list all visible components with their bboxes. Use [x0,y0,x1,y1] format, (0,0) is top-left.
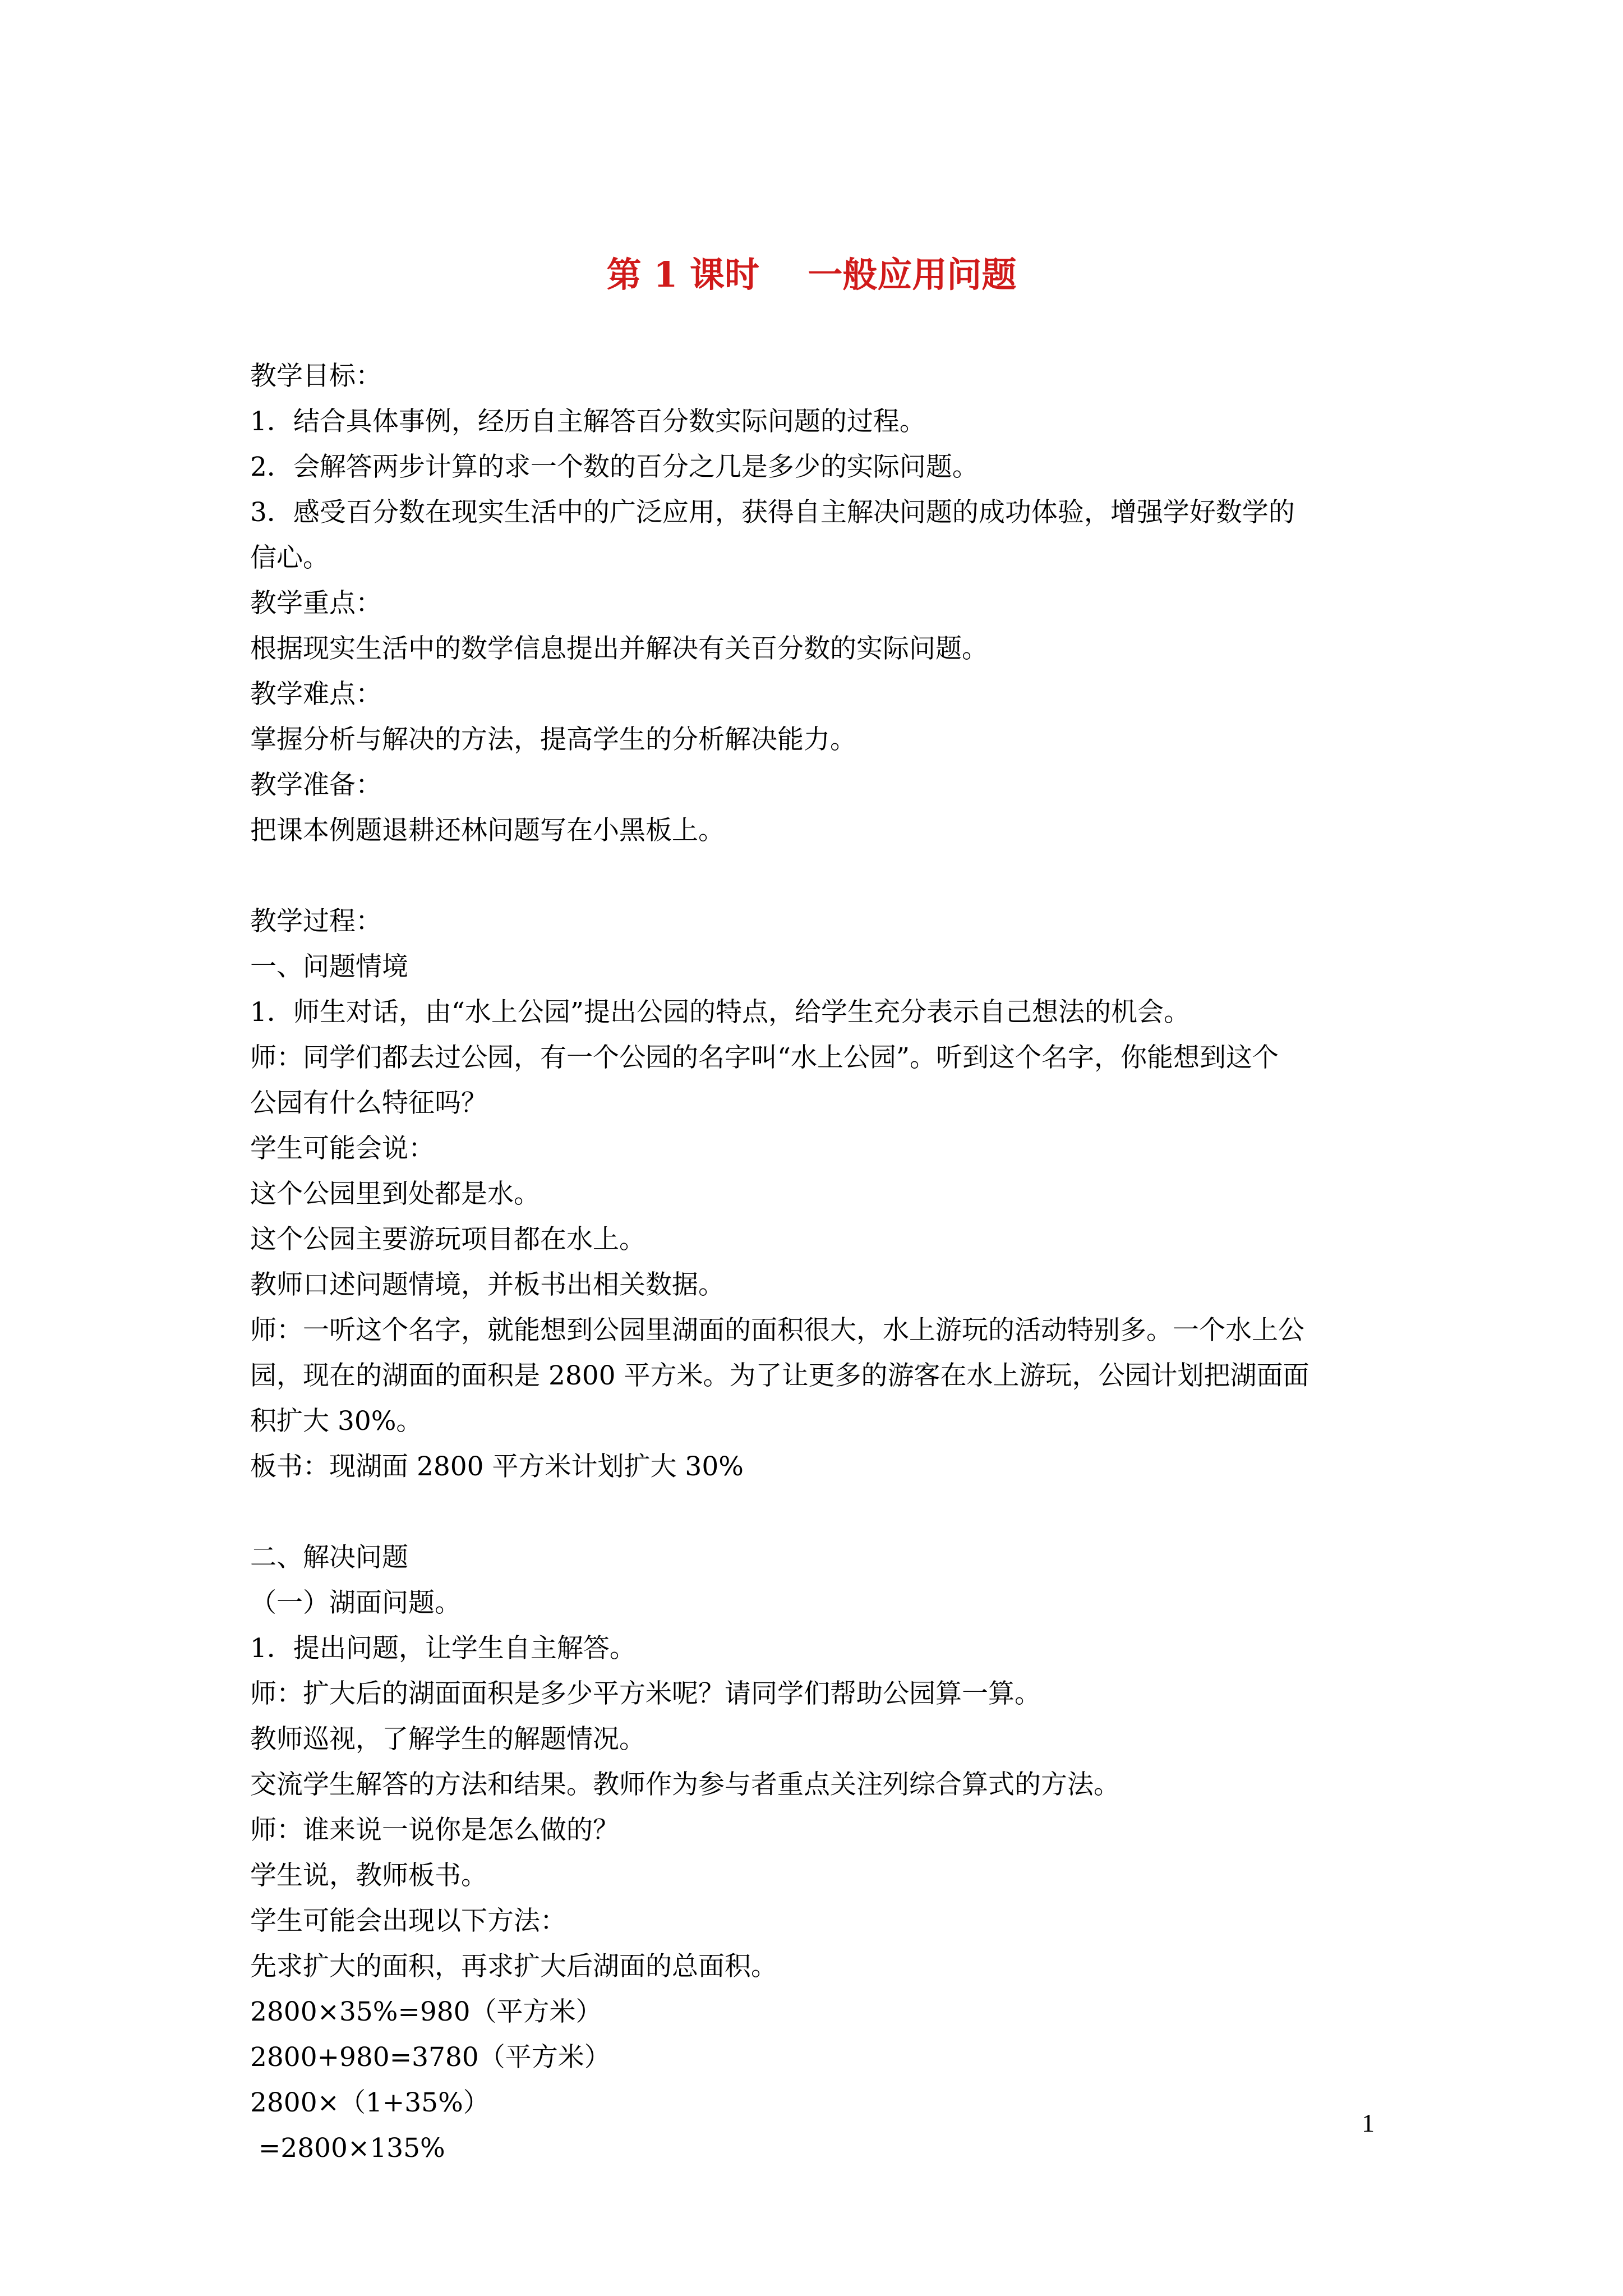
text-line: 2800×35%=980（平方米） [250,1996,602,2027]
text-line: 2．会解答两步计算的求一个数的百分之几是多少的实际问题。 [250,452,979,482]
text-line: 师：同学们都去过公园，有一个公园的名字叫“水上公园”。听到这个名字，你能想到这个 [250,1042,1279,1073]
text-line: 1．提出问题，让学生自主解答。 [250,1633,636,1664]
text-line: 交流学生解答的方法和结果。教师作为参与者重点关注列综合算式的方法。 [250,1769,1120,1800]
text-line: 根据现实生活中的数学信息提出并解决有关百分数的实际问题。 [250,633,988,664]
text-line: =2800×135% [250,2133,445,2164]
text-line: 师：谁来说一说你是怎么做的？ [250,1815,619,1846]
text-line: 教学过程： [250,906,382,937]
text-line: 2800+980=3780（平方米） [250,2042,611,2073]
text-line: 2800×（1+35%） [250,2087,490,2118]
text-line: 教学目标： [250,361,382,392]
text-line: 板书：现湖面 2800 平方米计划扩大 30% [250,1451,744,1482]
text-line: 师：一听这个名字，就能想到公园里湖面的面积很大，水上游玩的活动特别多。一个水上公 [250,1315,1304,1346]
text-line: 园，现在的湖面的面积是 2800 平方米。为了让更多的游客在水上游玩，公园计划把湖面面 [250,1360,1310,1391]
lesson-title: 第 1 课时 一般应用问题 [606,254,1017,295]
text-line: 先求扩大的面积，再求扩大后湖面的总面积。 [250,1951,777,1982]
blank-line [250,853,1394,899]
text-line: 这个公园里到处都是水。 [250,1179,540,1209]
text-line: 学生可能会说： [250,1133,435,1164]
document-body [250,353,1394,2171]
text-line: 师：扩大后的湖面面积是多少平方米呢？请同学们帮助公园算一算。 [250,1678,1041,1709]
text-line: 1．结合具体事例，经历自主解答百分数实际问题的过程。 [250,406,926,437]
text-line: 1．师生对话，由“水上公园”提出公园的特点，给学生充分表示自己想法的机会。 [250,997,1190,1028]
page-number: 1 [1362,2109,1375,2137]
text-line: 3．感受百分数在现实生活中的广泛应用，获得自主解决问题的成功体验，增强学好数学的 [250,497,1295,528]
text-line: 掌握分析与解决的方法，提高学生的分析解决能力。 [250,724,856,755]
text-line: 学生说，教师板书。 [250,1860,487,1891]
text-line: 把课本例题退耕还林问题写在小黑板上。 [250,815,725,846]
text-line: 教师巡视，了解学生的解题情况。 [250,1724,645,1755]
text-line: 教学重点： [250,588,382,619]
text-line: 积扩大 30%。 [250,1406,423,1437]
text-line: 一、问题情境 [250,951,408,982]
text-line: 公园有什么特征吗？ [250,1088,487,1119]
text-line: 学生可能会出现以下方法： [250,1906,566,1936]
blank-line [250,1489,1394,1535]
text-line: 二、解决问题 [250,1542,408,1573]
text-line: （一）湖面问题。 [250,1588,461,1618]
text-line: 教学难点： [250,679,382,710]
text-line: 这个公园主要游玩项目都在水上。 [250,1224,645,1255]
text-line: 教学准备： [250,770,382,800]
text-line: 信心。 [250,542,329,573]
text-line: 教师口述问题情境，并板书出相关数据。 [250,1269,725,1300]
